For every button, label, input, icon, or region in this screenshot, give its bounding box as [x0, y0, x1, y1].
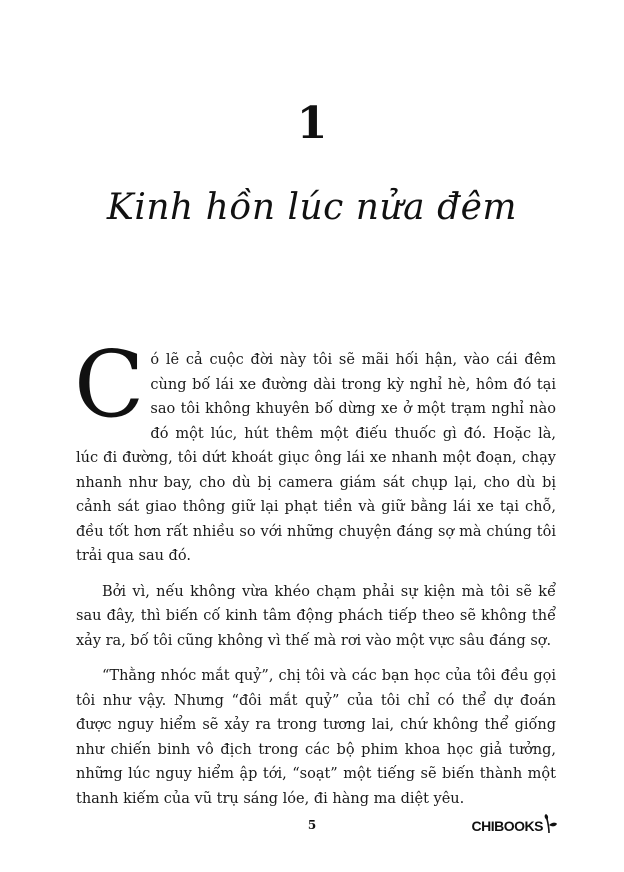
paragraph-3: “Thằng nhóc mắt quỷ”, chị tôi và các bạn học của tôi đều gọi tôi như vậy. Nhưng “đôi mắt quỷ” của tôi chỉ có thể dự đoán được nguy hiểm sẽ xảy ra trong tương lai, chứ không thể giống như chiến binh vô địch trong các bộ phim khoa học giả tưởng, những lúc nguy hiểm ập tới, “soạt” một tiếng sẽ biến thành một thanh kiếm của vũ trụ sáng lóe, đi hàng ma diệt yêu. [76, 668, 556, 807]
drop-cap: C [74, 331, 145, 438]
chapter-body [74, 331, 556, 822]
paragraph-1 [74, 331, 556, 569]
leaf-sprout-icon [543, 814, 558, 837]
paragraph-2: Bởi vì, nếu không vừa khéo chạm phải sự kiện mà tôi sẽ kể sau đây, thì biến cố kinh tâm động phách tiếp theo sẽ không thể xảy ra, bố tôi cũng không vì thế mà rơi vào một vực sâu đáng sợ. [76, 583, 556, 649]
chapter-title: Kinh hồn lúc nửa đêm [106, 187, 518, 228]
publisher-logo [472, 814, 558, 837]
page-number: 5 [307, 818, 317, 832]
chapter-number: 1 [296, 98, 328, 149]
paragraph-1-text: ó lẽ cả cuộc đời này tôi sẽ mãi hối hận, vào cái đêm cùng bố lái xe đường dài trong kỳ nghỉ hè, hôm đó tại sao tôi không khuyên bố dừng xe ở một trạm nghỉ nào đó một lúc, hút thêm một điếu thuốc gì đó. Hoặc là, lúc đi đường, tôi dứt khoát giục ông lái xe nhanh một đoạn, chạy nhanh như bay, cho dù bị camera giám sát chụp lại, cho dù bị cảnh sát giao thông giữ lại phạt tiền và giữ bằng lái xe tại chỗ, đều tốt hơn rất nhiều so với những chuyện đáng sợ mà chúng tôi trải qua sau đó. [76, 352, 556, 564]
publisher-name: CHIBOOKS [471, 817, 543, 834]
